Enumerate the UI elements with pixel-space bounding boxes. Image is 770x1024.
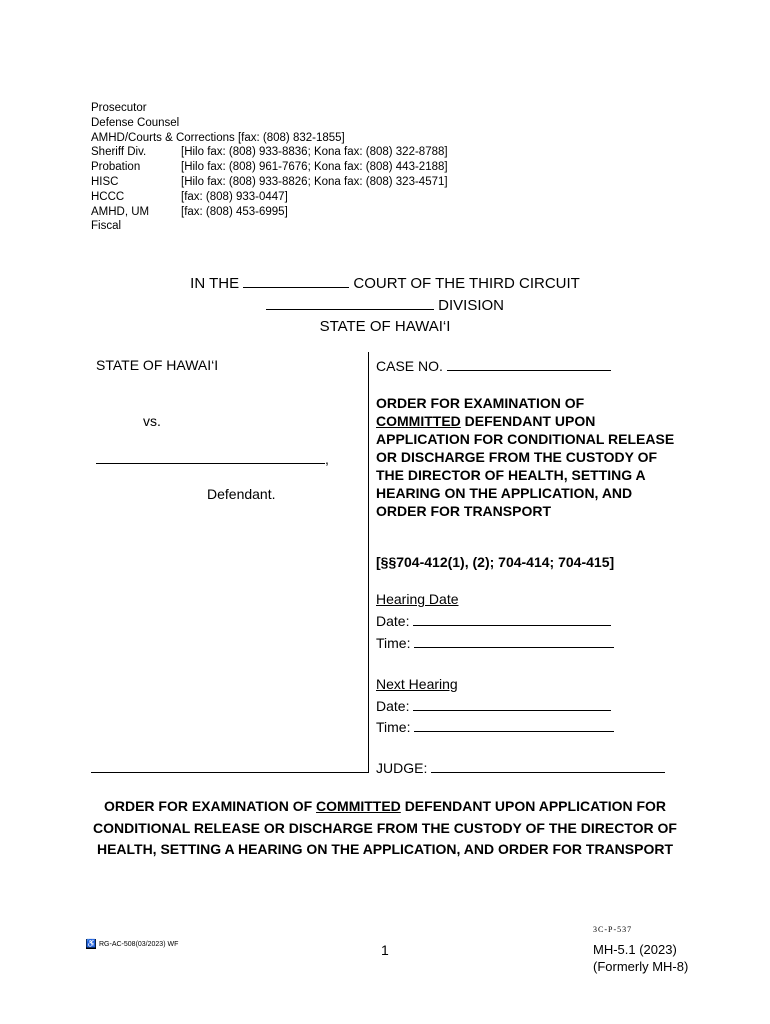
next-hearing-time-label: Time: (376, 719, 411, 735)
court-name-blank[interactable] (243, 274, 349, 288)
court-circuit: COURT OF THE THIRD CIRCUIT (353, 275, 580, 292)
plaintiff-name: STATE OF HAWAI‘I (96, 357, 219, 373)
hearing-time-line (376, 634, 614, 651)
distribution-row (91, 160, 448, 175)
hearing-date-label: Date: (376, 613, 410, 629)
form-number-block (593, 941, 688, 975)
court-state: STATE OF HAWAI‘I (319, 318, 451, 335)
caption-bottom-rule (91, 772, 369, 773)
document-title (80, 796, 690, 861)
distribution-row (91, 205, 448, 220)
distribution-name: HCCC (91, 190, 125, 203)
distribution-name: Fiscal (91, 220, 122, 233)
distribution-row (91, 175, 448, 190)
distribution-name: Sheriff Div. (91, 146, 147, 159)
footer-left (86, 939, 178, 949)
distribution-name: Defense Counsel (91, 116, 180, 129)
hearing-time-label: Time: (376, 635, 411, 651)
hearing-time-blank[interactable] (414, 634, 614, 648)
next-hearing-date-label: Date: (376, 698, 410, 714)
court-heading-line1 (0, 274, 770, 292)
defendant-name-blank[interactable] (96, 450, 325, 464)
judge-blank[interactable] (431, 759, 665, 773)
distribution-list (91, 101, 448, 234)
next-hearing-date-line (376, 697, 611, 714)
page-number: 1 (381, 942, 389, 958)
case-number-blank[interactable] (447, 357, 611, 371)
caption-title (376, 394, 676, 520)
distribution-row (91, 101, 448, 116)
statute-reference: [§§704-412(1), (2); 704-414; 704-415] (376, 554, 615, 570)
defendant-name-line (96, 450, 329, 467)
caption-title-pre: ORDER FOR EXAMINATION OF (376, 395, 585, 411)
next-hearing-time-blank[interactable] (414, 718, 614, 732)
hearing-date-heading: Hearing Date (376, 591, 459, 607)
versus-label: vs. (143, 413, 161, 429)
next-hearing-date-blank[interactable] (413, 697, 611, 711)
distribution-name: Probation (91, 161, 141, 174)
judge-label: JUDGE: (376, 760, 428, 776)
caption-title-committed: COMMITTED (376, 413, 461, 429)
document-title-pre: ORDER FOR EXAMINATION OF (103, 798, 313, 814)
distribution-row (91, 145, 448, 160)
distribution-name: Prosecutor (91, 102, 147, 114)
document-title-committed: COMMITTED (316, 798, 401, 814)
court-in-the: IN THE (190, 275, 240, 292)
distribution-fax: [Hilo fax: (808) 933-8826; Kona fax: (808) 323-4571] (181, 175, 448, 188)
division-blank[interactable] (266, 296, 434, 310)
case-number-line (376, 357, 611, 374)
case-no-label: CASE NO. (376, 358, 443, 374)
footer-form-code: RG-AC-508(03/2023) WF (99, 940, 179, 948)
judge-line (376, 759, 665, 776)
form-code: 3C-P-537 (593, 925, 633, 934)
hearing-date-line (376, 612, 611, 629)
distribution-name: AMHD, UM (91, 205, 150, 218)
court-heading-line2 (0, 296, 770, 314)
division-label: DIVISION (438, 297, 505, 314)
distribution-row (91, 219, 448, 234)
hearing-date-blank[interactable] (413, 612, 611, 626)
distribution-fax: [Hilo fax: (808) 961-7676; Kona fax: (808) 443-2188] (181, 161, 448, 174)
form-number: MH-5.1 (2023) (593, 942, 677, 957)
next-hearing-heading: Next Hearing (376, 676, 458, 692)
distribution-row (91, 131, 448, 146)
distribution-name: AMHD/Courts & Corrections [fax: (808) 832-1855] (91, 131, 345, 144)
distribution-fax: [Hilo fax: (808) 933-8836; Kona fax: (808) 322-8788] (181, 146, 448, 159)
form-formerly: (Formerly MH-8) (593, 959, 689, 974)
wheelchair-icon: ♿ (86, 939, 96, 948)
distribution-row (91, 116, 448, 131)
defendant-comma: , (325, 451, 329, 467)
document-title-post: DEFENDANT UPON APPLICATION FOR CONDITIONAL RELEASE OR DISCHARGE FROM THE CUSTODY OF THE DIRECTOR OF HEALTH, SETTING A HEARING ON THE APPLICATION, AND ORDER FOR TRANSPORT (93, 798, 677, 857)
distribution-row (91, 190, 448, 205)
caption-divider (368, 352, 369, 772)
distribution-name: HISC (91, 175, 119, 188)
distribution-fax: [fax: (808) 933-0447] (181, 190, 288, 203)
distribution-fax: [fax: (808) 453-6995] (181, 205, 288, 218)
defendant-label: Defendant. (207, 486, 276, 502)
next-hearing-time-line (376, 718, 614, 735)
caption-title-post: DEFENDANT UPON APPLICATION FOR CONDITIONAL RELEASE OR DISCHARGE FROM THE CUSTODY OF THE DIRECTOR OF HEALTH, SETTING A HEARING ON THE APPLICATION, AND ORDER FOR TRANSPORT (376, 413, 675, 519)
